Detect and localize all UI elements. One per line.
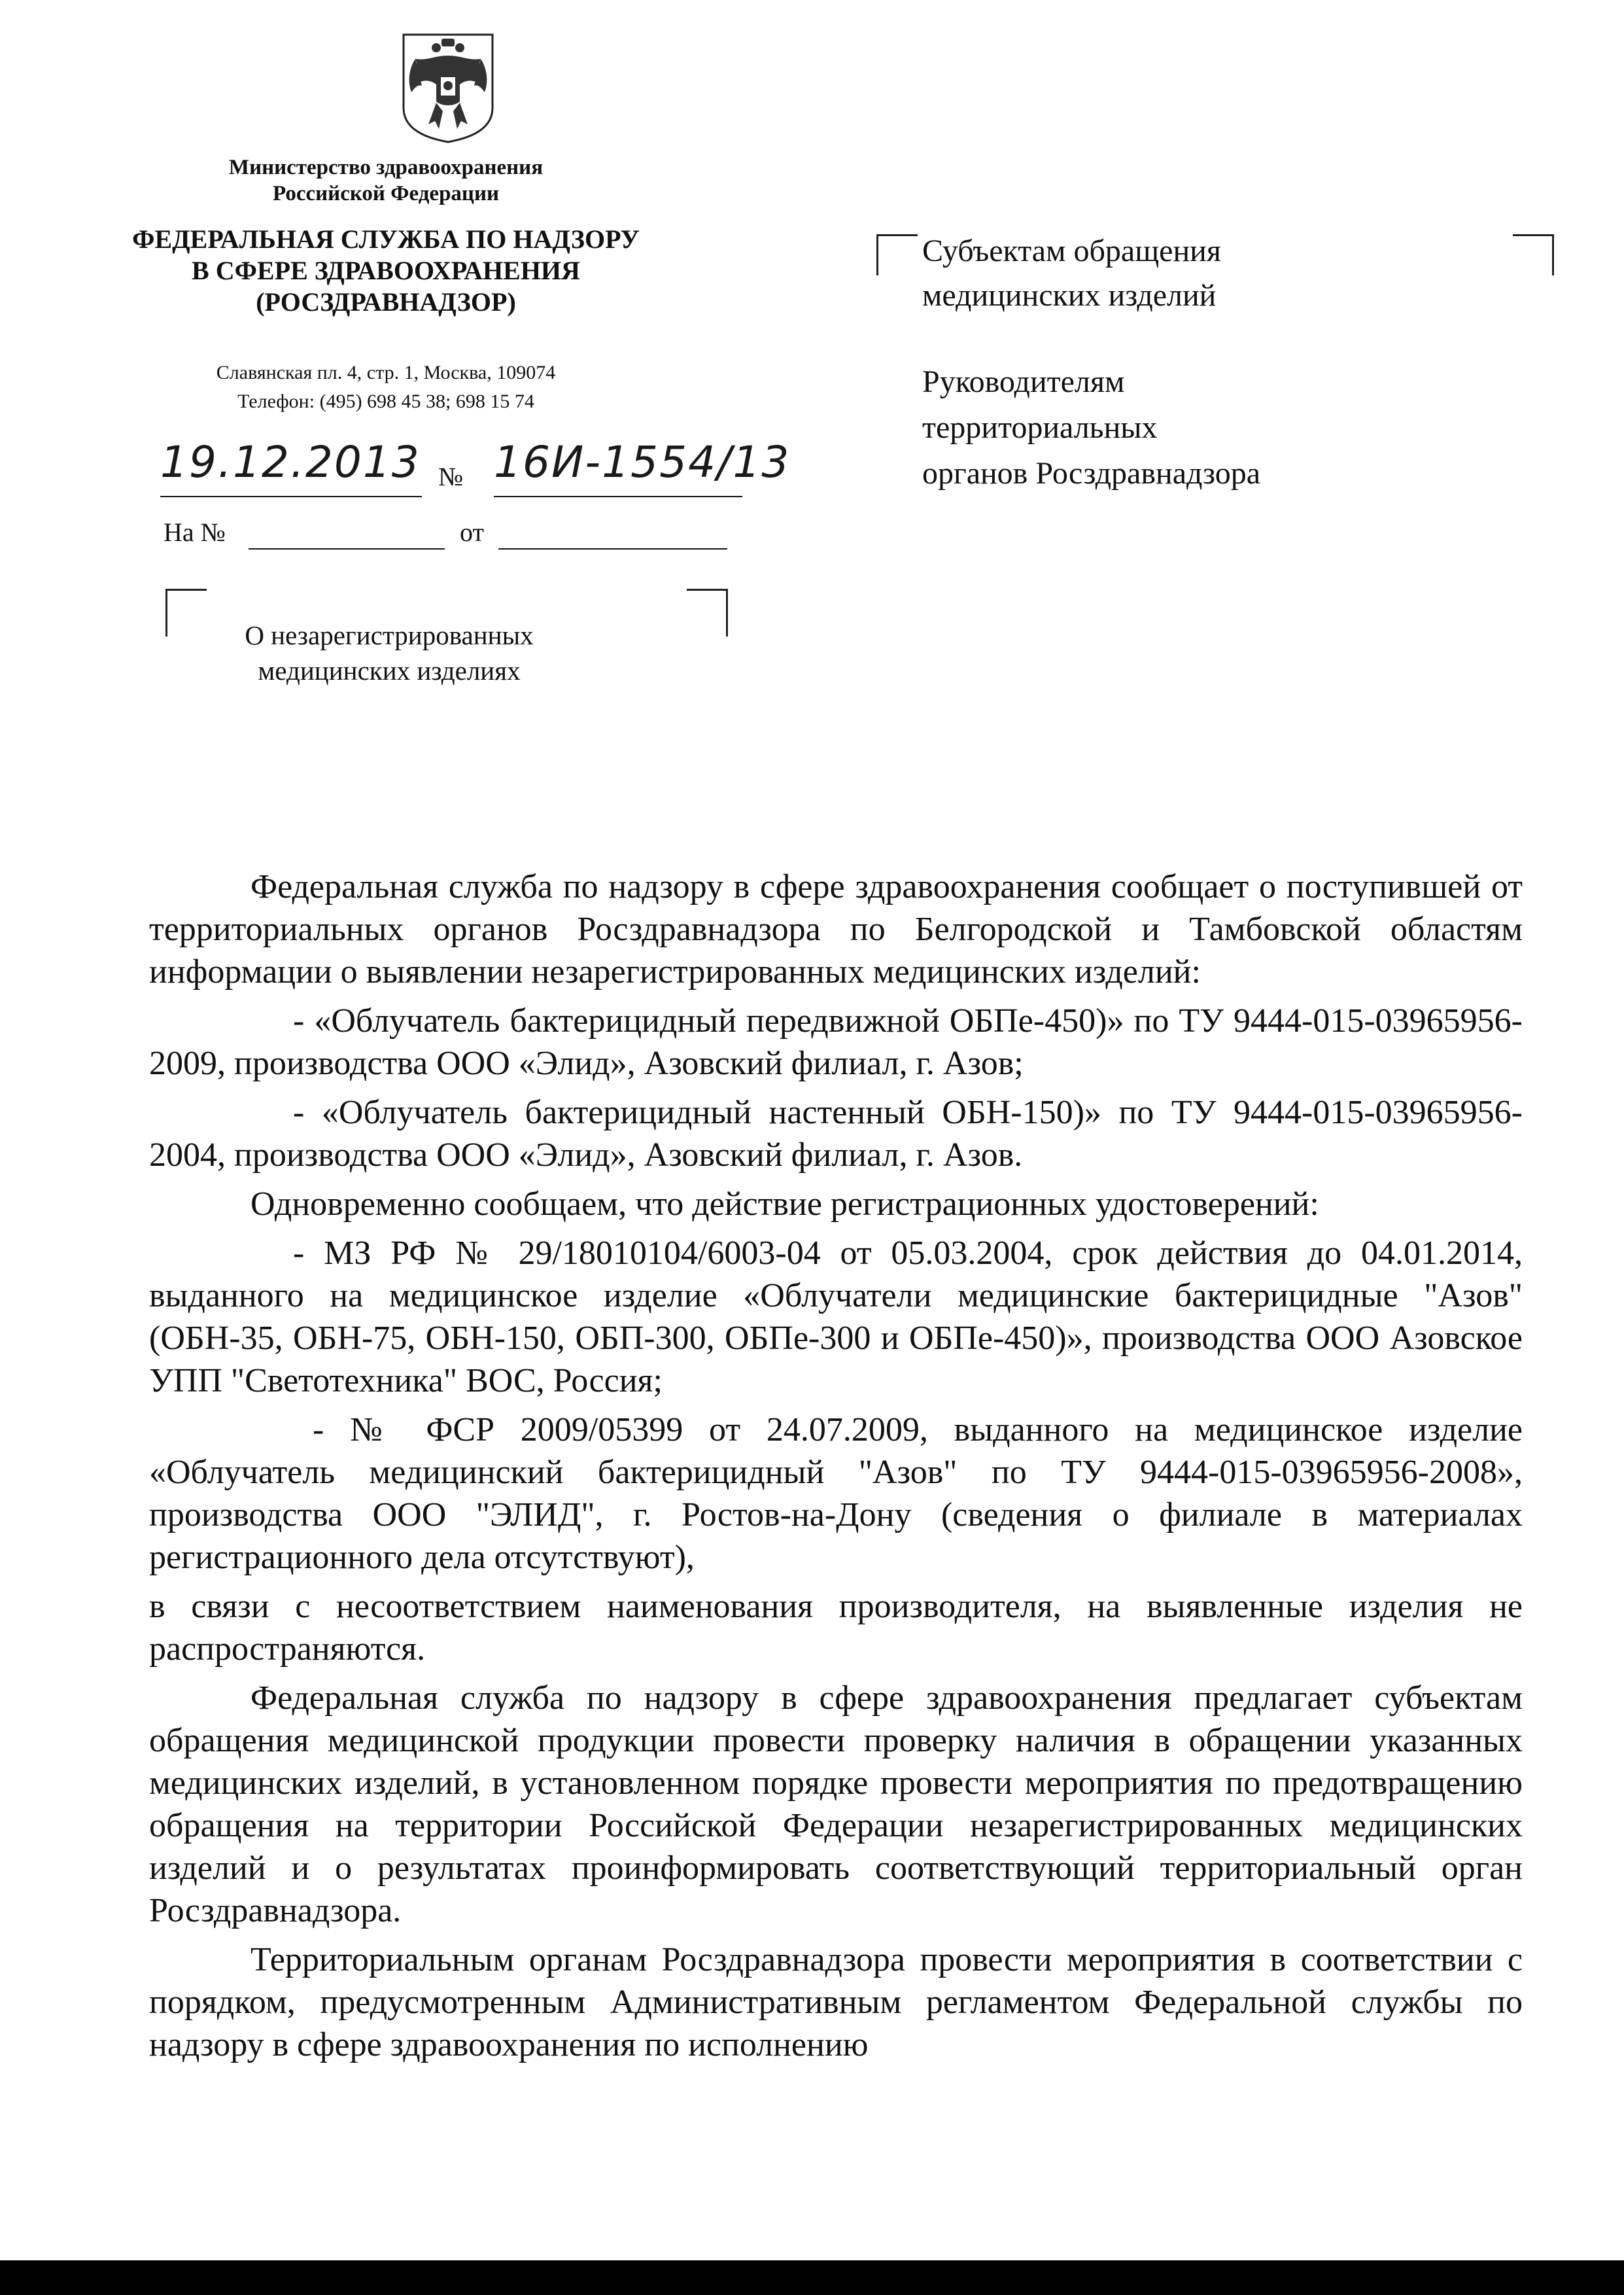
date-underline: [160, 470, 422, 497]
scan-bottom-edge: [0, 2260, 1624, 2295]
recipient-group2-line3: органов Росздравнадзора: [922, 456, 1261, 491]
body-paragraph-proposal: Федеральная служба по надзору в сфере здравоохранения предлагает субъектам обращения медицинской продукции провести проверку наличия в обращении указанных медицинских изделий, в установленном порядке провести мероприятия по предотвращению обращения на территории Российской Федерации незарегистрированных медицинских изделий и о результатах проинформировать соответствующий территориальный орган Росздравнадзора.: [149, 1679, 1523, 1929]
body-paragraph-conclusion: в связи с несоответствием наименования производителя, на выявленные изделия не распространяются.: [149, 1588, 1523, 1668]
service-name-line1: ФЕДЕРАЛЬНАЯ СЛУЖБА ПО НАДЗОРУ: [132, 224, 640, 254]
state-emblem-icon: [396, 29, 500, 144]
body-paragraph-intro: Федеральная служба по надзору в сфере здравоохранения сообщает о поступившей от территориальных органов Росздравнадзора по Белгородской и Тамбовской областям информации о выявлении незарегистрированных медицинских изделий:: [149, 868, 1523, 990]
recipient-group2-line2: территориальных: [922, 410, 1158, 445]
ministry-name-line2: Российской Федерации: [273, 182, 499, 205]
recipient-group2-line1: Руководителям: [922, 364, 1125, 399]
service-phone: Телефон: (495) 698 45 38; 698 15 74: [237, 391, 534, 412]
body-paragraph-certificates: Одновременно сообщаем, что действие регистрационных удостоверений:: [251, 1185, 1319, 1223]
ministry-name-line1: Министерство здравоохранения: [228, 156, 544, 179]
body-list-item-4: - № ФСР 2009/05399 от 24.07.2009, выданного на медицинское изделие «Облучатель медицинский бактерицидный "Азов" по ТУ 9444-015-03965956-2008», производства ООО "ЭЛИД", г. Ростов-на-Дону (сведения о филиале в материалах регистрационного дела отсутствуют),: [149, 1411, 1523, 1576]
service-name-line3: (РОСЗДРАВНАДЗОР): [256, 287, 516, 317]
number-sign: №: [438, 462, 464, 491]
body-list-item-2: - «Облучатель бактерицидный настенный ОБН-150)» по ТУ 9444-015-03965956-2004, производства ООО «Элид», Азовский филиал, г. Азов.: [149, 1094, 1523, 1174]
handwritten-date: 19.12.2013: [160, 437, 421, 487]
subject-line2: медицинских изделиях: [258, 656, 521, 686]
recipient-corner-right: [1513, 234, 1554, 275]
body-list-item-1: - «Облучатель бактерицидный передвижной ОБПе-450)» по ТУ 9444-015-03965956-2009, производства ООО «Элид», Азовский филиал, г. Азов;: [149, 1002, 1523, 1082]
recipient-group1-line2: медицинских изделий: [922, 278, 1217, 313]
service-name-line2: В СФЕРЕ ЗДРАВООХРАНЕНИЯ: [192, 256, 580, 285]
letter-body: [149, 866, 1523, 2073]
number-underline: [494, 470, 742, 497]
handwritten-number: 16И-1554/13: [494, 437, 791, 487]
reply-number-blank: [249, 522, 445, 550]
recipient-group1-line1: Субъектам обращения: [922, 234, 1221, 268]
reply-from-label: от: [460, 517, 484, 547]
subject-corner-right: [687, 589, 728, 637]
body-list-item-3: - МЗ РФ № 29/18010104/6003-04 от 05.03.2004, срок действия до 04.01.2014, выданного на медицинское изделие «Облучатели медицинские бактерицидные "Азов" (ОБН-35, ОБН-75, ОБН-150, ОБП-300, ОБПе-300 и ОБПе-450)», производства ООО Азовское УПП "Светотехника" ВОС, Россия;: [149, 1235, 1523, 1399]
subject-line1: О незарегистрированных: [245, 620, 534, 650]
reply-number-label: На №: [164, 517, 226, 547]
reply-date-blank: [498, 522, 727, 550]
recipient-corner-left: [876, 234, 918, 275]
body-paragraph-territorial: Территориальным органам Росздравнадзора провести мероприятия в соответствии с порядком, предусмотренным Административным регламентом Федеральной службы по надзору в сфере здравоохранения по исполнению: [149, 1941, 1523, 2063]
service-address: Славянская пл. 4, стр. 1, Москва, 109074: [216, 362, 556, 383]
